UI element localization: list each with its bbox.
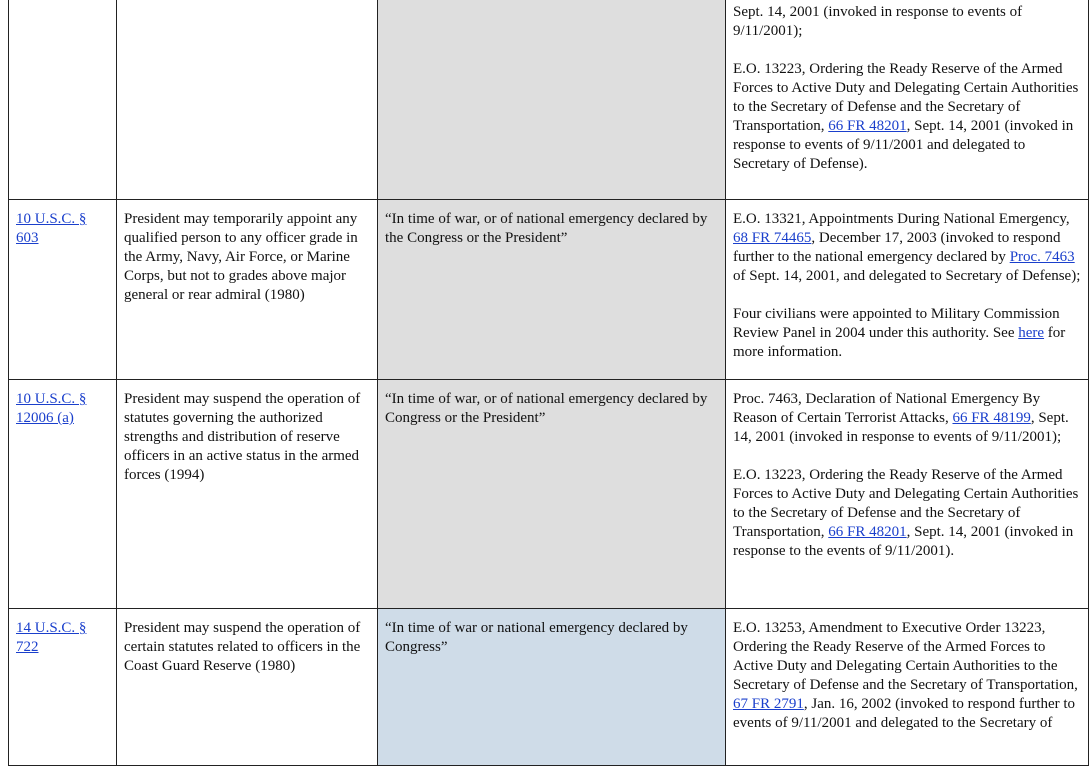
federal-register-link[interactable]: 68 FR 74465 <box>733 230 812 246</box>
actions-cell <box>726 609 1089 766</box>
federal-register-link[interactable]: 67 FR 2791 <box>733 696 804 712</box>
actions-cell <box>726 200 1089 380</box>
action-paragraph: Proc. 7463, Declaration of National Emergency By Reason of Certain Terrorist Attacks, 66 FR 48199, Sept. 14, 2001 (invoked in response to events of 9/11/2001); <box>733 391 1069 445</box>
table-row <box>9 380 1089 609</box>
trigger-cell: “In time of war, or of national emergency declared by the Congress or the President” <box>378 200 726 380</box>
action-paragraph: E.O. 13223, Ordering the Ready Reserve of the Armed Forces to Active Duty and Delegating Certain Authorities to the Secretary of Defense and the Secretary of Transportation, 66 FR 48201, Sept. 14, 2001 (invoked in response to events of 9/11/2001 and delegated to Secretary of Defense). <box>733 61 1079 172</box>
citation-cell <box>9 0 117 200</box>
description-cell: President may temporarily appoint any qualified person to any officer grade in the Army, Navy, Air Force, or Marine Corps, but not to grades above major general or rear admiral (1980) <box>117 200 378 380</box>
trigger-cell <box>378 0 726 200</box>
actions-cell <box>726 0 1089 200</box>
description-cell: President may suspend the operation of statutes governing the authorized strengths and distribution of reserve officers in an active status in the armed forces (1994) <box>117 380 378 609</box>
action-paragraph: Sept. 14, 2001 (invoked in response to events of 9/11/2001); <box>733 4 1023 39</box>
table-row <box>9 200 1089 380</box>
federal-register-link[interactable]: 66 FR 48201 <box>828 524 907 540</box>
table-row <box>9 0 1089 200</box>
trigger-cell: “In time of war or national emergency declared by Congress” <box>378 609 726 766</box>
description-cell: President may suspend the operation of certain statutes related to officers in the Coast Guard Reserve (1980) <box>117 609 378 766</box>
table-row <box>9 609 1089 766</box>
actions-cell <box>726 380 1089 609</box>
description-cell <box>117 0 378 200</box>
federal-register-link[interactable]: 66 FR 48199 <box>952 410 1031 426</box>
statute-link[interactable]: 10 U.S.C. § 603 <box>16 211 87 246</box>
citation-cell <box>9 200 117 380</box>
citation-cell <box>9 609 117 766</box>
statute-link[interactable]: 14 U.S.C. § 722 <box>16 620 87 655</box>
action-paragraph: E.O. 13321, Appointments During National Emergency, 68 FR 74465, December 17, 2003 (invoked to respond further to the national emergency declared by Proc. 7463 of Sept. 14, 2001, and delegated to Secretary of Defense); <box>733 211 1081 284</box>
statute-link[interactable]: 10 U.S.C. § 12006 (a) <box>16 391 87 426</box>
citation-cell <box>9 380 117 609</box>
proclamation-link[interactable]: Proc. 7463 <box>1009 249 1075 265</box>
action-paragraph: E.O. 13223, Ordering the Ready Reserve of the Armed Forces to Active Duty and Delegating Certain Authorities to the Secretary of Defense and the Secretary of Transportation, 66 FR 48201, Sept. 14, 2001 (invoked in response to the events of 9/11/2001). <box>733 467 1079 559</box>
trigger-cell: “In time of war, or of national emergency declared by Congress or the President” <box>378 380 726 609</box>
federal-register-link[interactable]: 66 FR 48201 <box>828 118 907 134</box>
emergency-authorities-table <box>8 0 1089 766</box>
action-paragraph: Four civilians were appointed to Military Commission Review Panel in 2004 under this authority. See here for more information. <box>733 306 1066 360</box>
action-paragraph: E.O. 13253, Amendment to Executive Order 13223, Ordering the Ready Reserve of the Armed Forces to Active Duty and Delegating Certain Authorities to the Secretary of Defense and the Secretary of Transportation, 67 FR 2791, Jan. 16, 2002 (invoked to respond further to events of 9/11/2001 and delegated to the Secretary of <box>733 620 1078 731</box>
more-info-link[interactable]: here <box>1018 325 1045 341</box>
